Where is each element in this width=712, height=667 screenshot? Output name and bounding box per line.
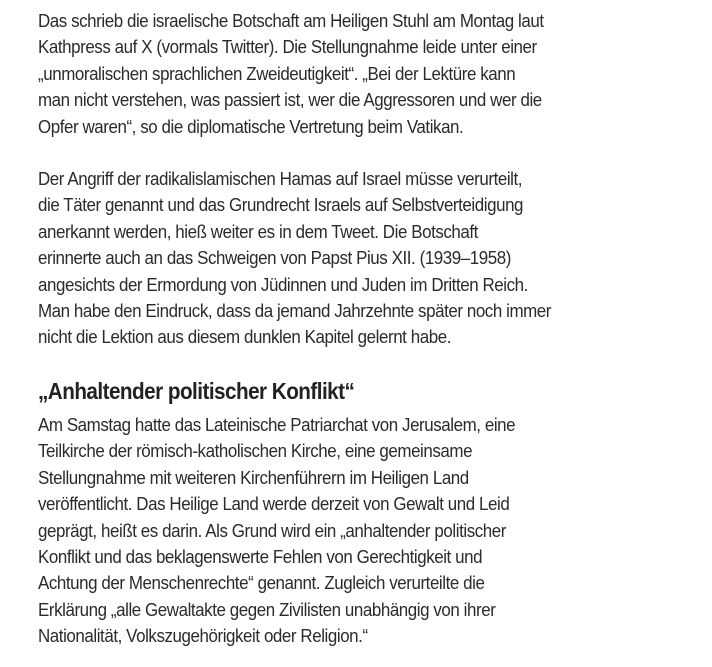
text-line: Am Samstag hatte das Lateinische Patriarchat von Jerusalem, eine [38, 415, 516, 435]
text-line: geprägt, heißt es darin. Als Grund wird ein „anhaltender politischer [38, 520, 506, 541]
text-line: Konflikt und das beklagenswerte Fehlen von Gerechtigkeit und [38, 547, 483, 568]
text-line: angesichts der Ermordung von Jüdinnen und Juden im Dritten Reich. [38, 274, 528, 295]
text-line: Kathpress auf X (vormals Twitter). Die Stellungnahme leide unter einer [38, 37, 537, 58]
text-line: „unmoralischen sprachlichen Zweideutigkeit“. „Bei der Lektüre kann [38, 63, 516, 84]
text-line: erinnerte auch an das Schweigen von Papst Pius XII. (1939–1958) [38, 248, 511, 269]
text-line: anerkannt werden, hieß weiter es in dem Tweet. Die Botschaft [38, 221, 478, 242]
text-line: Nationalität, Volkszugehörigkeit oder Religion.“ [38, 626, 368, 647]
text-line: Man habe den Eindruck, dass da jemand Jahrzehnte später noch immer [38, 301, 552, 322]
text-line: Das schrieb die israelische Botschaft am Heiligen Stuhl am Montag laut [38, 11, 544, 31]
text-line: die Täter genannt und das Grundrecht Israels auf Selbstverteidigung [38, 195, 524, 216]
section-heading: „Anhaltender politischer Konflikt“ [38, 378, 355, 404]
paragraph-patriarchate [38, 412, 551, 650]
text-line: Stellungnahme mit weiteren Kirchenführern im Heiligen Land [38, 467, 469, 488]
paragraph-hamas-attack [38, 166, 590, 351]
text-line: Der Angriff der radikalislamischen Hamas auf Israel müsse verurteilt, [38, 169, 523, 189]
text-line: Opfer waren“, so die diplomatische Vertretung beim Vatikan. [38, 116, 464, 137]
text-line: Erklärung „alle Gewaltakte gegen Zivilisten unabhängig von ihrer [38, 599, 496, 620]
text-line: man nicht verstehen, was passiert ist, wer die Aggressoren und wer die [38, 90, 542, 111]
text-line: veröffentlicht. Das Heilige Land werde derzeit von Gewalt und Leid [38, 494, 510, 515]
text-line: Teilkirche der römisch-katholischen Kirche, eine gemeinsame [38, 441, 473, 462]
paragraph-embassy-statement [38, 8, 582, 140]
text-line: nicht die Lektion aus diesem dunklen Kapitel gelernt habe. [38, 327, 451, 348]
text-line: Achtung der Menschenrechte“ genannt. Zugleich verurteilte die [38, 573, 485, 594]
